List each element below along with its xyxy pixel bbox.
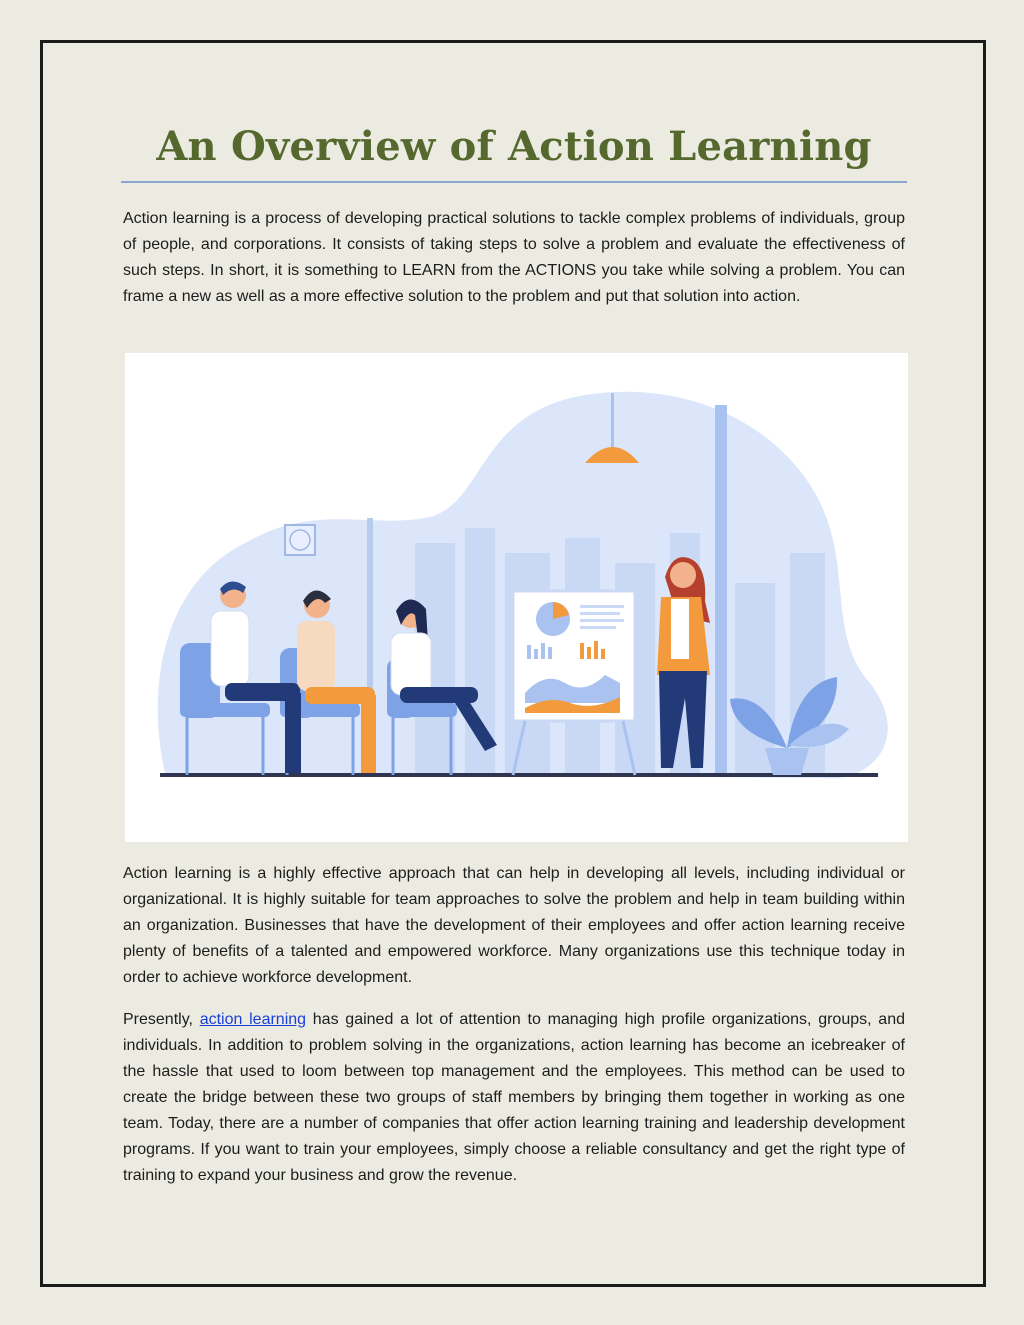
team-presentation-image bbox=[125, 353, 908, 842]
intro-paragraph: Action learning is a process of developing practical solutions to tackle complex problems of individuals, group of people, and corporations. It consists of taking steps to solve a problem and evaluate the effectiveness of such steps. In short, it is something to LEARN from the ACTIONS you take while solving a problem. You can frame a new as well as a more effective solution to the problem and put that solution into action. bbox=[123, 210, 905, 305]
title-underline bbox=[121, 181, 907, 183]
page-frame bbox=[40, 40, 986, 1287]
page-title: An Overview of Action Learning bbox=[156, 123, 872, 170]
closing-paragraph bbox=[123, 1007, 905, 1189]
closing-paragraph-rest: has gained a lot of attention to managing high profile organizations, groups, and individuals. In addition to problem solving in the organizations, action learning has become an icebreaker of the hassle that used to loom between top management and the employees. This method can be used to create the bridge between these two groups of staff members by bringing them together in working as one team. Today, there are a number of companies that offer action learning training and leadership development programs. If you want to train your employees, simply choose a reliable consultancy and get the right type of training to expand your business and grow the revenue. bbox=[123, 1011, 905, 1184]
closing-paragraph-lead: Presently, bbox=[123, 1011, 200, 1028]
meeting-illustration bbox=[125, 353, 908, 842]
benefits-paragraph: Action learning is a highly effective approach that can help in developing all levels, including individual or organizational. It is highly suitable for team approaches to solve the problem and help in team building within an organization. Businesses that have the development of their employees and offer action learning receive plenty of benefits of a talented and empowered workforce. Many organizations use this technique today in order to achieve workforce development. bbox=[123, 865, 905, 986]
action-learning-link[interactable]: action learning bbox=[199, 1011, 307, 1028]
